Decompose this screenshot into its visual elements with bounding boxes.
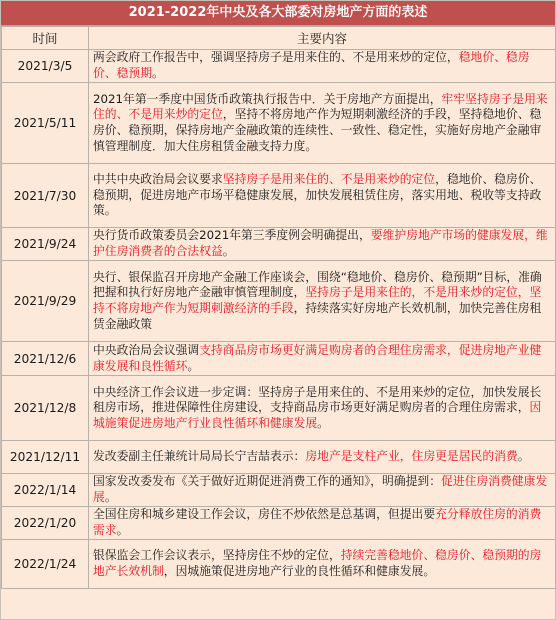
table-row (2, 228, 556, 261)
row-content (89, 83, 556, 164)
header-row (2, 27, 556, 50)
table-row (2, 83, 556, 164)
highlighted-text: 牢牢坚持房子是用来住的、不是用来炒的定位 (93, 91, 548, 122)
content-text: 中共中央政治局会议要求 (93, 172, 223, 187)
header-content: 主要内容 (89, 27, 556, 50)
policy-table (1, 26, 556, 589)
content-text: ，因城施策促进房地产行业的良性循环和健康发展。 (163, 564, 436, 578)
content-text: 。 (222, 244, 235, 258)
table-row (2, 342, 556, 376)
table-row (2, 261, 556, 342)
content-text: 央行货币政策委员会2021年第三季度例会明确提出， (93, 228, 371, 243)
row-date: 2021/12/8 (2, 376, 89, 441)
row-content (89, 342, 556, 376)
row-date: 2021/3/5 (2, 50, 89, 83)
content-text: 国家发改委发布《关于做好近期促进消费工作的通知》，明确提到： (93, 474, 442, 489)
row-date: 2021/7/30 (2, 164, 89, 228)
table-title: 2021-2022年中央及各大部委对房地产方面的表述 (1, 1, 555, 26)
row-content (89, 540, 556, 589)
row-content (89, 261, 556, 342)
row-date: 2021/9/24 (2, 228, 89, 261)
table-row (2, 441, 556, 474)
highlighted-text: 坚持房子是用来住的，不是用来炒的定位，坚持不将房地产作为短期刺激经济的手段 (93, 285, 542, 315)
highlighted-text: 稳地价、稳房价、稳预期 (93, 50, 530, 80)
row-date: 2022/1/14 (2, 474, 89, 507)
content-text: 银保监会工作会议表示，坚持房住不炒的定位， (93, 548, 341, 563)
highlighted-text: 持续完善稳地价、稳房价、稳预期的房地产长效机制 (93, 548, 542, 578)
highlighted-text: 充分释放住房的消费需求 (93, 507, 542, 537)
content-text: 中央政治局会议强调 (93, 342, 200, 357)
highlighted-text: 坚持房子是用来住的、不是用来炒的定位 (222, 172, 436, 187)
row-content (89, 441, 556, 474)
content-text: 中央经济工作会议进一步定调：坚持房子是用来住的、不是用来炒的定位，加快发展长租房市场，推进保障性住房建设，支持商品房市场更好满足购房者的合理住房需求， (93, 384, 542, 415)
table-row (2, 540, 556, 589)
row-date: 2021/9/29 (2, 261, 89, 342)
content-text: ，持续落实好房地产长效机制，加快完善住房租赁金融政策 (93, 301, 542, 331)
content-text: 2021年第一季度中国货币政策执行报告中．关于房地产方面提出， (93, 91, 442, 106)
content-text: ，坚持不将房地产作为短期刺激经济的手段，坚持稳地价、稳房价、稳预期，保持房地产金融政策的连续性、一致性、稳定性，实施好房地产金融审慎管理制度．加大住房租赁金融支持力度。 (93, 107, 542, 153)
content-text: 。 (104, 490, 117, 504)
highlighted-text: 房地产是支柱产业，住房更是居民的消费 (305, 449, 518, 464)
row-date: 2022/1/20 (2, 507, 89, 540)
content-text: 。 (116, 523, 129, 537)
content-text: ，稳地价、稳房价、稳预期，促进房地产市场平稳健康发展，加快发展租赁住房，落实用地、税收等支持政策。 (93, 172, 542, 218)
row-content (89, 507, 556, 540)
highlighted-text: 要维护房地产市场的健康发展，维护住房消费者的合法权益 (93, 228, 548, 258)
highlighted-text: 因城施策促进房地产行业良性循环和健康发展 (93, 400, 542, 430)
content-text: 央行、银保监召开房地产金融工作座谈会，围绕“稳地价、稳房价、稳预期”目标，准确把握和执行好房地产金融审慎管理制度， (93, 269, 542, 300)
row-content (89, 474, 556, 507)
row-date: 2021/5/11 (2, 83, 89, 164)
row-date: 2022/1/24 (2, 540, 89, 589)
table-row (2, 164, 556, 228)
content-text: 。 (152, 66, 164, 80)
content-text: 。 (187, 358, 200, 373)
table-row (2, 376, 556, 441)
table-row (2, 50, 556, 83)
highlighted-text: 促进住房消费健康发展 (93, 474, 548, 504)
table-row (2, 507, 556, 540)
row-date: 2021/12/6 (2, 342, 89, 376)
row-content (89, 164, 556, 228)
highlighted-text: 支持商品房市场更好满足购房者的合理住房需求，促进房地产业健康发展和良性循环 (93, 342, 542, 373)
row-content (89, 228, 556, 261)
row-content (89, 50, 556, 83)
content-text: 。 (317, 415, 329, 430)
table-row (2, 474, 556, 507)
content-text: 。 (517, 449, 530, 464)
content-text: 两会政府工作报告中，强调坚持房子是用来住的、不是用来炒的定位， (93, 50, 459, 65)
content-text: 全国住房和城乡建设工作会议，房住不炒依然是总基调，但提出要 (93, 507, 436, 522)
row-date: 2021/12/11 (2, 441, 89, 474)
header-date: 时间 (2, 27, 89, 50)
row-content (89, 376, 556, 441)
content-text: 发改委副主任兼统计局局长宁吉喆表示： (93, 449, 306, 464)
